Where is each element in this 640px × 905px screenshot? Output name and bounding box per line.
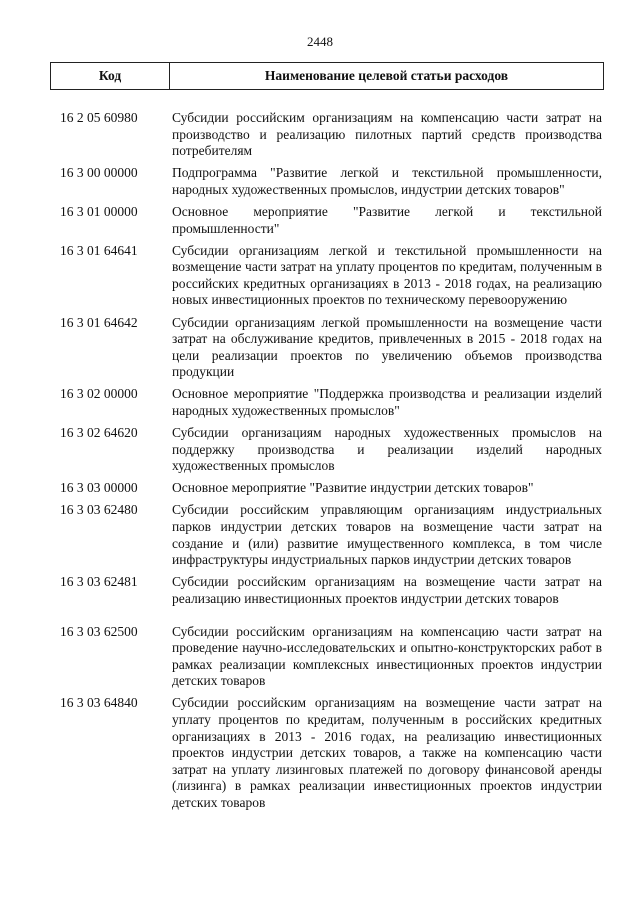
row-text: Субсидии организациям народных художественных промыслов на поддержку производства и реализации изделий народных художественных промыслов [172,425,602,474]
row-text: Субсидии российским организациям на компенсацию части затрат на проведение научно-исследовательских и опытно-конструкторских работ в рамках реализации комплексных инвестиционных проектов индустрии детских товаров [172,623,602,689]
header-code: Код [51,63,170,89]
row-text: Субсидии организациям легкой и текстильной промышленности на возмещение части затрат на уплату процентов по кредитам, полученным в российских кредитных организациях в 2013 - 2018 годах, на реализацию новых инвестиционных проектов по техническому перевооружению [172,242,602,308]
table-row [50,386,604,419]
row-text: Подпрограмма "Развитие легкой и текстильной промышленности, народных художественных промыслов, индустрии детских товаров" [172,165,602,197]
table-row [50,315,604,381]
row-text: Основное мероприятие "Поддержка производства и реализации изделий народных художественных промыслов" [172,386,602,418]
table-row [50,574,604,607]
table-row [50,695,604,811]
table-body [50,110,604,817]
table-row [50,480,604,497]
table-row [50,204,604,237]
header-name: Наименование целевой статьи расходов [264,68,509,83]
row-code: 16 3 01 00000 [60,203,138,219]
table-row [50,502,604,568]
row-text: Субсидии организациям легкой промышленности на возмещение части затрат на обслуживание кредитов, привлеченных в 2015 - 2018 годах на цели реализации проектов по увеличению объемов производства продукции [172,314,602,380]
row-code: 16 3 03 62500 [60,623,138,639]
row-code: 16 3 03 62481 [60,574,138,590]
page-number: 2448 [307,34,333,49]
row-code: 16 3 01 64641 [60,242,138,258]
row-code: 16 3 02 64620 [60,425,138,441]
table-row [50,110,604,160]
table-header [50,62,604,90]
row-text: Основное мероприятие "Развитие индустрии детских товаров" [172,480,534,496]
row-code: 16 3 02 00000 [60,386,138,402]
table-row [50,243,604,309]
row-text: Субсидии российским управляющим организациям индустриальных парков индустрии детских товаров на возмещение части затрат на создание и (или) развитие имущественного комплекса, в том числе инфраструктуры индустриальных парков индустрии детских товаров [172,502,602,568]
table-row [50,425,604,475]
table-row [50,624,604,690]
row-code: 16 3 03 62480 [60,502,138,518]
row-code: 16 3 03 64840 [60,695,138,711]
row-code: 16 3 00 00000 [60,165,138,181]
row-code: 16 3 03 00000 [60,480,138,496]
table-row [50,165,604,198]
row-text: Основное мероприятие "Развитие легкой и текстильной промышленности" [172,203,602,236]
row-code: 16 2 05 60980 [60,110,138,125]
row-text: Субсидии российским организациям на компенсацию части затрат на производство и реализацию пилотных партий средств производства потребителям [172,110,602,159]
row-text: Субсидии российским организациям на возмещение части затрат на реализацию инвестиционных проектов индустрии детских товаров [172,574,602,606]
row-code: 16 3 01 64642 [60,314,138,330]
row-text: Субсидии российским организациям на возмещение части затрат на уплату процентов по кредитам, полученным в российских кредитных организациях в 2013 - 2016 годах, на реализацию инвестиционных проектов индустрии детских товаров, а также на компенсацию части затрат на уплату лизинговых платежей по договору финансовой аренды (лизинга) в рамках реализации инвестиционных проектов индустрии детских товаров [172,695,602,810]
